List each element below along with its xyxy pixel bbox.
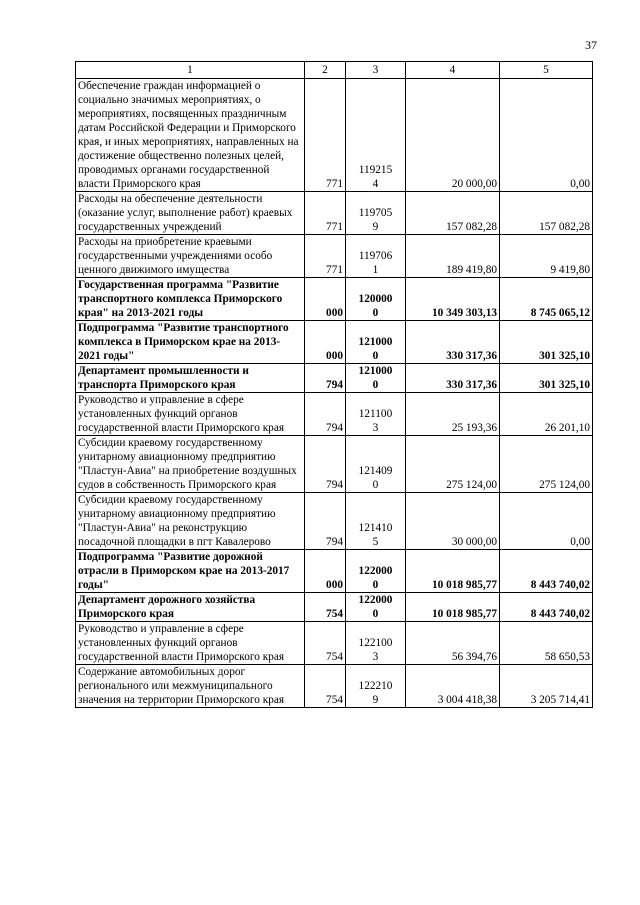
row-target-code bbox=[346, 192, 406, 235]
row-target-code bbox=[346, 550, 406, 593]
table-row bbox=[76, 550, 593, 593]
page-number: 37 bbox=[585, 38, 597, 52]
row-target-code-line2: 3 bbox=[372, 651, 379, 663]
row-target-code bbox=[346, 235, 406, 278]
table-row bbox=[76, 665, 593, 708]
row-ved-code: 794 bbox=[305, 493, 346, 550]
table-row bbox=[76, 493, 593, 550]
row-amount-col5: 275 124,00 bbox=[500, 436, 593, 493]
row-amount-col4: 20 000,00 bbox=[406, 79, 500, 192]
row-amount-col4: 189 419,80 bbox=[406, 235, 500, 278]
row-amount-col4: 3 004 418,38 bbox=[406, 665, 500, 708]
row-name: Содержание автомобильных дорог регионального или межмуниципального значения на территории Приморского края bbox=[76, 665, 305, 708]
row-amount-col5: 301 325,10 bbox=[500, 364, 593, 393]
row-target-code-line1: 119215 bbox=[358, 164, 393, 176]
row-target-code-line1: 121100 bbox=[358, 408, 393, 420]
row-target-code-line1: 119705 bbox=[358, 207, 393, 219]
table-row bbox=[76, 235, 593, 278]
row-amount-col5: 301 325,10 bbox=[500, 321, 593, 364]
row-target-code bbox=[346, 622, 406, 665]
row-ved-code: 794 bbox=[305, 436, 346, 493]
row-target-code-line2: 9 bbox=[372, 221, 379, 233]
row-amount-col4: 30 000,00 bbox=[406, 493, 500, 550]
row-target-code-line1: 121000 bbox=[358, 336, 393, 348]
row-amount-col4: 10 018 985,77 bbox=[406, 550, 500, 593]
table-row bbox=[76, 364, 593, 393]
row-target-code-line2: 0 bbox=[372, 379, 379, 391]
row-target-code-line2: 5 bbox=[372, 536, 379, 548]
row-target-code bbox=[346, 79, 406, 192]
row-amount-col4: 10 018 985,77 bbox=[406, 593, 500, 622]
row-ved-code: 771 bbox=[305, 79, 346, 192]
row-amount-col4: 275 124,00 bbox=[406, 436, 500, 493]
row-ved-code: 754 bbox=[305, 593, 346, 622]
row-target-code bbox=[346, 436, 406, 493]
row-name: Департамент дорожного хозяйства Приморского края bbox=[76, 593, 305, 622]
row-target-code bbox=[346, 593, 406, 622]
row-amount-col5: 8 745 065,12 bbox=[500, 278, 593, 321]
row-target-code-line2: 0 bbox=[372, 350, 379, 362]
row-ved-code: 000 bbox=[305, 278, 346, 321]
row-target-code bbox=[346, 493, 406, 550]
row-name: Расходы на обеспечение деятельности (оказание услуг, выполнение работ) краевых государственных учреждений bbox=[76, 192, 305, 235]
row-target-code-line1: 122100 bbox=[358, 637, 393, 649]
row-amount-col4: 56 394,76 bbox=[406, 622, 500, 665]
table-body bbox=[76, 79, 593, 708]
row-ved-code: 000 bbox=[305, 550, 346, 593]
row-target-code-line1: 121000 bbox=[358, 365, 393, 377]
row-target-code-line2: 0 bbox=[372, 608, 379, 620]
header-col-3: 3 bbox=[346, 62, 406, 79]
row-target-code-line2: 9 bbox=[372, 694, 379, 706]
row-ved-code: 754 bbox=[305, 665, 346, 708]
budget-table bbox=[75, 61, 593, 708]
header-row bbox=[76, 62, 593, 79]
row-target-code-line2: 1 bbox=[372, 264, 379, 276]
table-row bbox=[76, 436, 593, 493]
row-amount-col4: 25 193,36 bbox=[406, 393, 500, 436]
row-name: Подпрограмма "Развитие дорожной отрасли в Приморском крае на 2013-2017 годы" bbox=[76, 550, 305, 593]
row-target-code-line1: 119706 bbox=[358, 250, 393, 262]
row-target-code bbox=[346, 321, 406, 364]
row-ved-code: 771 bbox=[305, 235, 346, 278]
row-target-code-line1: 122000 bbox=[358, 565, 393, 577]
row-target-code-line2: 3 bbox=[372, 422, 379, 434]
row-name: Государственная программа "Развитие транспортного комплекса Приморского края" на 2013-2021 годы bbox=[76, 278, 305, 321]
row-target-code-line1: 122210 bbox=[358, 680, 393, 692]
row-ved-code: 000 bbox=[305, 321, 346, 364]
row-amount-col5: 26 201,10 bbox=[500, 393, 593, 436]
row-name: Департамент промышленности и транспорта Приморского края bbox=[76, 364, 305, 393]
row-target-code-line1: 122000 bbox=[358, 594, 393, 606]
row-target-code bbox=[346, 393, 406, 436]
row-amount-col5: 8 443 740,02 bbox=[500, 593, 593, 622]
row-amount-col4: 330 317,36 bbox=[406, 321, 500, 364]
row-name: Руководство и управление в сфере установленных функций органов государственной власти Приморского края bbox=[76, 393, 305, 436]
header-col-2: 2 bbox=[305, 62, 346, 79]
row-name: Субсидии краевому государственному унитарному авиационному предприятию "Пластун-Авиа" на приобретение воздушных судов в собственность Приморского края bbox=[76, 436, 305, 493]
row-target-code-line1: 121410 bbox=[358, 522, 393, 534]
table-row bbox=[76, 321, 593, 364]
row-ved-code: 771 bbox=[305, 192, 346, 235]
row-amount-col4: 330 317,36 bbox=[406, 364, 500, 393]
row-amount-col5: 0,00 bbox=[500, 493, 593, 550]
row-amount-col5: 58 650,53 bbox=[500, 622, 593, 665]
row-name: Подпрограмма "Развитие транспортного комплекса в Приморском крае на 2013-2021 годы" bbox=[76, 321, 305, 364]
table-row bbox=[76, 192, 593, 235]
row-ved-code: 754 bbox=[305, 622, 346, 665]
row-ved-code: 794 bbox=[305, 364, 346, 393]
row-target-code-line1: 120000 bbox=[358, 293, 393, 305]
table-row bbox=[76, 622, 593, 665]
row-ved-code: 794 bbox=[305, 393, 346, 436]
row-target-code-line2: 4 bbox=[372, 178, 379, 190]
row-amount-col4: 10 349 303,13 bbox=[406, 278, 500, 321]
row-name: Субсидии краевому государственному унитарному авиационному предприятию "Пластун-Авиа" на реконструкцию посадочной площадки в пгт Кавалерово bbox=[76, 493, 305, 550]
table-row bbox=[76, 278, 593, 321]
table-row bbox=[76, 79, 593, 192]
header-col-1: 1 bbox=[76, 62, 305, 79]
row-amount-col5: 157 082,28 bbox=[500, 192, 593, 235]
table-row bbox=[76, 593, 593, 622]
row-amount-col5: 8 443 740,02 bbox=[500, 550, 593, 593]
row-target-code-line2: 0 bbox=[372, 579, 379, 591]
row-name: Расходы на приобретение краевыми государственными учреждениями особо ценного движимого имущества bbox=[76, 235, 305, 278]
row-target-code bbox=[346, 278, 406, 321]
row-amount-col5: 3 205 714,41 bbox=[500, 665, 593, 708]
row-name: Обеспечение граждан информацией о социально значимых мероприятиях, о мероприятиях, посвященных праздничным датам Российской Федерации и Приморского края, и иных мероприятиях, направленных на достижение общественно полезных целей, проводимых органами государственной власти Приморского края bbox=[76, 79, 305, 192]
row-amount-col4: 157 082,28 bbox=[406, 192, 500, 235]
row-amount-col5: 0,00 bbox=[500, 79, 593, 192]
header-col-5: 5 bbox=[500, 62, 593, 79]
row-target-code-line2: 0 bbox=[372, 479, 379, 491]
row-target-code-line2: 0 bbox=[372, 307, 379, 319]
row-target-code bbox=[346, 364, 406, 393]
table-row bbox=[76, 393, 593, 436]
header-col-4: 4 bbox=[406, 62, 500, 79]
row-target-code bbox=[346, 665, 406, 708]
row-amount-col5: 9 419,80 bbox=[500, 235, 593, 278]
row-target-code-line1: 121409 bbox=[358, 465, 393, 477]
row-name: Руководство и управление в сфере установленных функций органов государственной власти Приморского края bbox=[76, 622, 305, 665]
